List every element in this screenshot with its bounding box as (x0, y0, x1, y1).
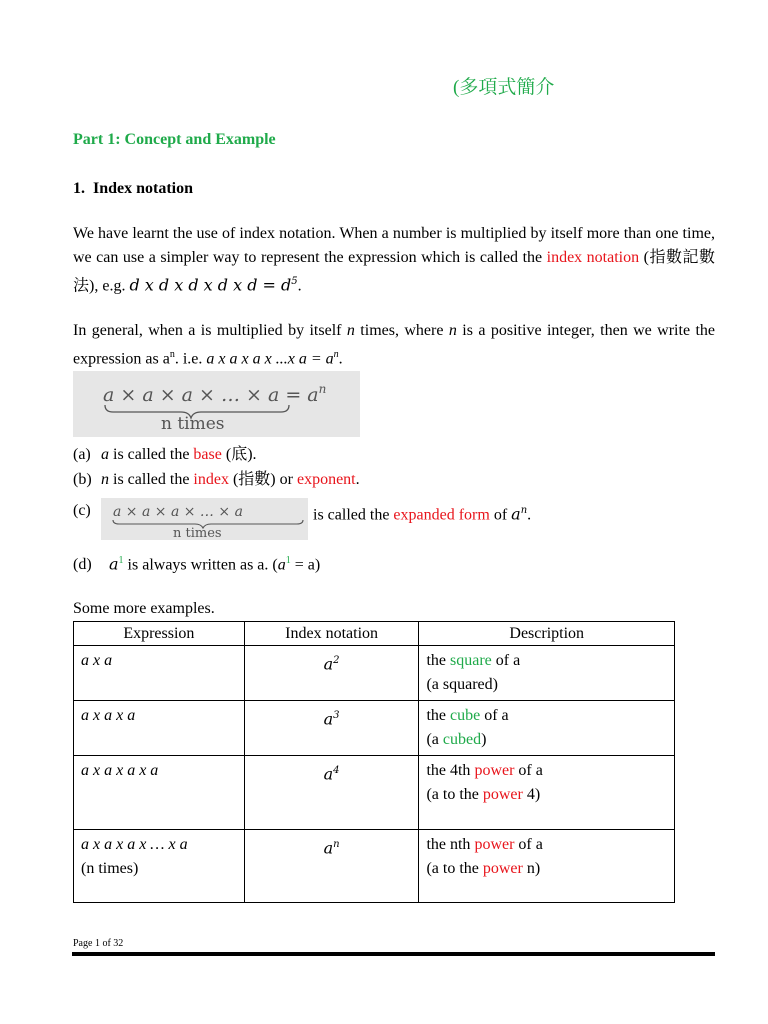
general-paragraph (73, 319, 715, 371)
part-heading: Part 1: Concept and Example (73, 131, 276, 148)
item-a-text: is called the (109, 446, 194, 463)
small-figure-top: a × a × a × … × a (113, 504, 243, 520)
base-term: base (193, 446, 222, 463)
examples-table (73, 621, 675, 903)
item-a-var: a (101, 446, 109, 463)
index-exp: 2 (333, 655, 340, 666)
desc-line2-post: ) (481, 731, 487, 748)
index-notation-term: index notation (546, 249, 640, 266)
description-cell (419, 646, 675, 701)
index-base: a (323, 764, 334, 784)
item-d-sup: 1 (118, 555, 124, 566)
intro-text: We have learnt the use of index notation. When a number is multiplied by itself more than one time, we can use a simpler way to represent the expression which is called the (73, 225, 715, 266)
section-number: 1. (73, 180, 85, 197)
table-header-row (74, 622, 675, 646)
item-c-math: a (511, 504, 521, 524)
general-text-3: is a positive integer, then we write the expression as a (73, 322, 716, 368)
desc-square-term: square (449, 652, 492, 669)
index-cell (244, 646, 419, 701)
example-exponent: 5 (291, 276, 298, 287)
section-title: Index notation (93, 180, 194, 197)
item-d (73, 550, 320, 576)
desc-line2-post: n) (522, 860, 541, 877)
intro-paragraph (73, 222, 715, 298)
desc-line2-post: 4) (522, 786, 541, 803)
expression-cell (74, 756, 245, 830)
item-a-post: (底). (221, 446, 257, 463)
expression-text: a x a x a x … x a (81, 836, 188, 853)
item-a (73, 444, 257, 466)
n-var: n (346, 322, 355, 339)
index-notation-chinese: (指數記數法) (73, 249, 716, 295)
desc-line1-post: of a (514, 836, 543, 853)
item-a-label: (a) (73, 446, 91, 463)
expression-cell (74, 830, 245, 903)
desc-cubed-term: cubed (442, 731, 482, 748)
index-base: a (323, 709, 334, 729)
item-b-post: . (355, 471, 360, 488)
footer-rule (72, 952, 715, 956)
desc-line1-post: of a (480, 707, 509, 724)
index-term: index (193, 471, 229, 488)
expression-text: a x a (81, 652, 113, 669)
expression-text: a x a x a (81, 707, 136, 724)
general-sup: n (169, 349, 175, 360)
expression-text: a x a x a x a (81, 762, 159, 779)
general-text-1: In general, when a is multiplied by itself (73, 322, 347, 339)
desc-line1-pre: the nth (426, 836, 475, 853)
expanded-form-figure (101, 498, 308, 540)
desc-line2-pre: (a to the (426, 786, 483, 803)
index-cell (244, 756, 419, 830)
period-2: . (338, 350, 343, 368)
general-text-4: . i.e. (174, 350, 207, 368)
chinese-title: (多項式簡介 (453, 77, 555, 98)
header-expression: Expression (74, 622, 245, 646)
item-c-math-sup: n (520, 505, 528, 516)
n-times-figure (73, 371, 360, 437)
figure-top-sup: n (318, 382, 327, 396)
index-exp: 4 (333, 765, 340, 776)
item-d-sup2: 1 (285, 555, 291, 566)
item-c-post: of (489, 506, 512, 524)
item-d-math: a (109, 554, 119, 574)
index-exp: 3 (333, 710, 340, 721)
desc-line1-pre: the (426, 652, 450, 669)
item-d-post: = a) (290, 556, 321, 574)
expression-note: (n times) (81, 860, 139, 877)
eg-text: , e.g. (94, 277, 130, 295)
exponent-term: exponent (296, 471, 356, 488)
item-b-label: (b) (73, 471, 92, 488)
item-b-mid: (指數) or (228, 471, 297, 488)
general-text-2: times, where (354, 322, 449, 339)
item-c-text-wrap (313, 500, 531, 526)
n-times-figure-art (73, 371, 360, 437)
table-row (74, 830, 675, 903)
expanded-form-figure-art (101, 498, 308, 540)
expanded-form-term: expanded form (393, 506, 490, 524)
general-expression-sup: n (333, 349, 339, 360)
expression-cell (74, 701, 245, 756)
index-cell (244, 830, 419, 903)
period: . (297, 277, 302, 295)
section-heading (73, 180, 193, 198)
examples-label: Some more examples. (73, 600, 215, 617)
desc-line1-post: of a (491, 652, 521, 669)
description-cell (419, 701, 675, 756)
item-d-math2: a (277, 556, 286, 574)
desc-line1-pre: the (426, 707, 450, 724)
table-row (74, 701, 675, 756)
desc-cube-term: cube (449, 707, 481, 724)
item-c-label-wrap (73, 500, 101, 522)
item-b-text: is called the (109, 471, 194, 488)
table-row (74, 756, 675, 830)
page-number: Page 1 of 32 (73, 938, 124, 949)
desc-power-term-2: power (482, 860, 523, 877)
header-description: Description (419, 622, 675, 646)
example-expression: d x d x d x d x d = d (129, 275, 292, 295)
figure-top-expr: a × a × a × … × a = a (103, 384, 319, 406)
item-d-text: is always written as a. ( (123, 556, 278, 574)
desc-line1-pre: the 4th (426, 762, 475, 779)
figure-bottom-text: n times (161, 414, 225, 434)
item-c-label: (c) (73, 502, 91, 519)
desc-line1-post: of a (514, 762, 543, 779)
header-index-notation: Index notation (244, 622, 419, 646)
table-row (74, 646, 675, 701)
desc-line2-pre: (a to the (426, 860, 483, 877)
index-base: a (323, 838, 334, 858)
general-expression: a x a x a x ...x a = a (206, 350, 334, 368)
expression-cell (74, 646, 245, 701)
small-figure-bottom: n times (173, 526, 222, 540)
desc-power-term: power (474, 836, 515, 853)
index-base: a (323, 654, 334, 674)
description-cell (419, 830, 675, 903)
item-c-text: is called the (313, 506, 394, 524)
index-cell (244, 701, 419, 756)
desc-line2-pre: (a (426, 731, 443, 748)
desc-line2: (a squared) (426, 676, 498, 693)
index-exp: n (333, 839, 340, 850)
desc-power-term-2: power (482, 786, 523, 803)
item-c-end: . (527, 506, 532, 524)
n-var-2: n (448, 322, 457, 339)
desc-power-term: power (474, 762, 515, 779)
item-d-label: (d) (73, 556, 92, 574)
item-b-var: n (101, 471, 109, 488)
svg-text:a × a × a × … × a = an (103, 382, 326, 406)
item-b (73, 469, 360, 491)
description-cell (419, 756, 675, 830)
